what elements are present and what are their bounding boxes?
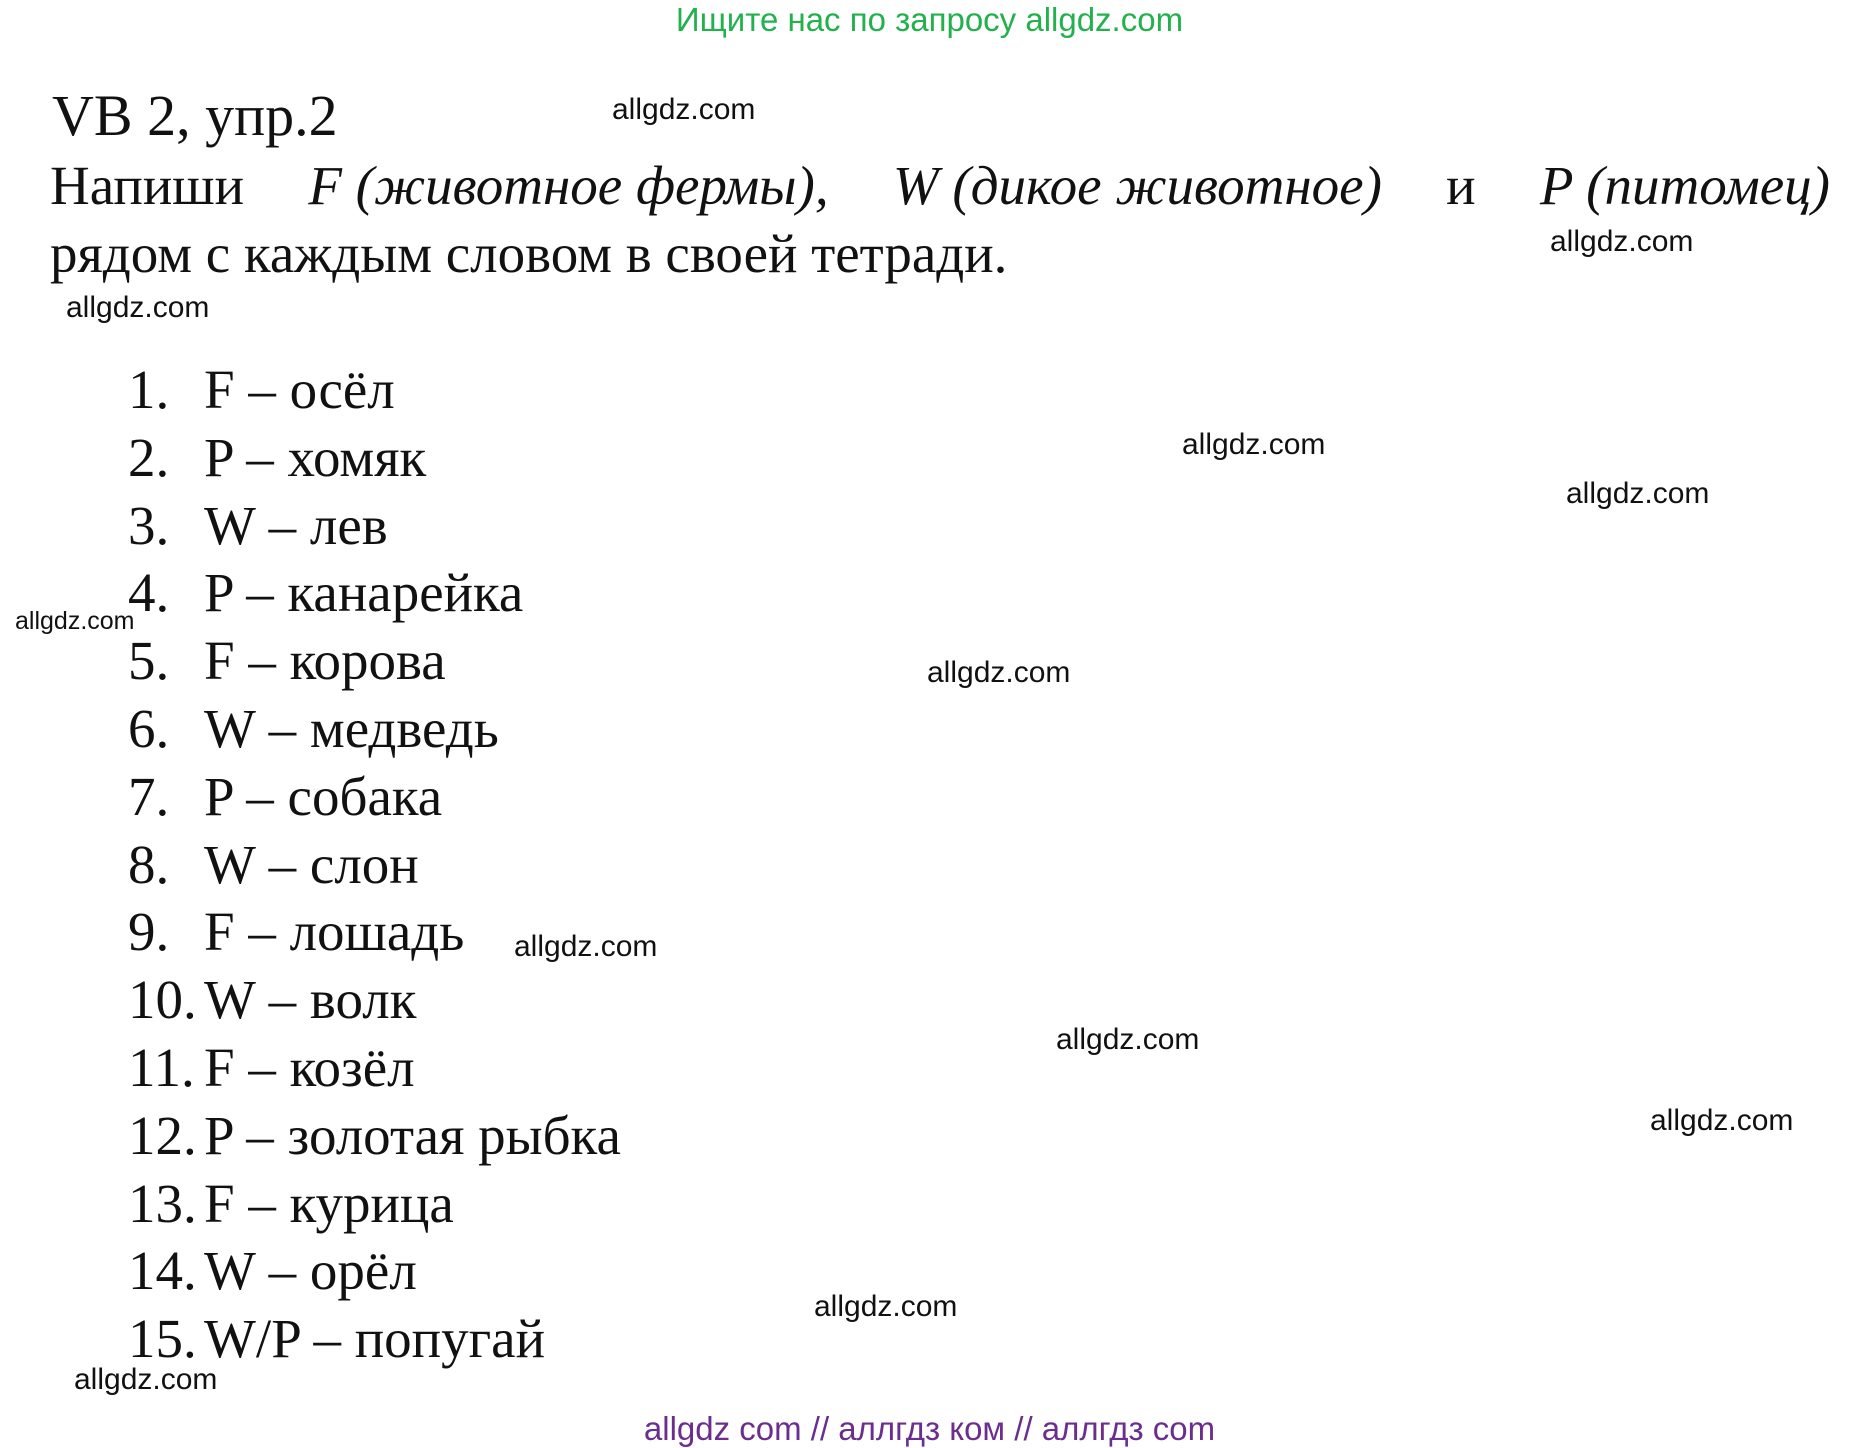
answer-number: 13.: [128, 1172, 197, 1234]
answer-item: [128, 695, 621, 763]
answer-number: 4.: [128, 562, 170, 624]
answer-item: [128, 966, 621, 1034]
answer-number: 1.: [128, 359, 170, 420]
answer-list: [128, 356, 621, 1373]
answer-number: 6.: [128, 697, 170, 759]
answer-item: [128, 763, 621, 831]
watermark: allgdz.com: [1182, 428, 1326, 461]
answer-number: 2.: [128, 426, 170, 488]
instruction-part-farm: F (животное фермы),: [308, 155, 829, 216]
instruction-part-wild: W (дикое животное): [892, 155, 1382, 216]
exercise-title: VB 2, упр.2: [52, 83, 338, 148]
answer-item: [128, 424, 621, 492]
answer-text: P – канарейка: [204, 562, 524, 624]
answer-text: W – лев: [204, 494, 388, 556]
answer-text: F – курица: [204, 1172, 454, 1234]
answer-item: [128, 627, 621, 695]
answer-number: 9.: [128, 901, 170, 963]
watermark: allgdz.com: [612, 93, 756, 126]
answer-item: [128, 1237, 621, 1305]
answer-text: F – осёл: [204, 359, 395, 420]
answer-item: [128, 1102, 621, 1170]
answer-number: 11.: [128, 1036, 195, 1098]
watermark: allgdz.com: [814, 1290, 958, 1323]
answer-text: W – медведь: [204, 697, 499, 759]
answer-text: W/P – попугай: [204, 1308, 546, 1370]
watermark: allgdz.com: [1550, 225, 1694, 258]
instruction-line-2: рядом с каждым словом в своей тетради.: [50, 223, 1008, 284]
answer-text: F – лошадь: [204, 901, 465, 963]
answer-number: 8.: [128, 833, 170, 895]
instruction: [50, 152, 1830, 288]
watermark: allgdz.com: [1566, 477, 1710, 510]
footer-banner: allgdz com // аллгдз ком // аллгдз com: [643, 1410, 1216, 1447]
watermark: allgdz.com: [1056, 1023, 1200, 1056]
answer-item: [128, 356, 621, 424]
answer-number: 12.: [128, 1104, 197, 1166]
answer-text: W – слон: [204, 833, 419, 895]
answer-number: 3.: [128, 494, 170, 556]
answer-number: 15.: [128, 1308, 197, 1370]
watermark: allgdz.com: [927, 656, 1071, 689]
answer-item: [128, 559, 621, 627]
answer-text: W – орёл: [204, 1240, 417, 1302]
answer-text: P – золотая рыбка: [204, 1104, 621, 1166]
instruction-part-write: Напиши: [50, 155, 245, 216]
answer-number: 14.: [128, 1240, 197, 1302]
answer-text: P – собака: [204, 765, 443, 827]
answer-text: F – корова: [204, 630, 446, 692]
watermark: allgdz.com: [514, 930, 658, 963]
answer-item: [128, 831, 621, 899]
answer-text: F – козёл: [204, 1036, 415, 1098]
answer-item: [128, 1034, 621, 1102]
answer-number: 7.: [128, 765, 170, 827]
answer-text: W – волк: [204, 969, 417, 1031]
top-banner: Ищите нас по запросу allgdz.com: [675, 1, 1184, 38]
instruction-part-pet: P (питомец): [1539, 155, 1830, 216]
watermark: allgdz.com: [66, 291, 210, 324]
watermark: allgdz.com: [15, 607, 135, 635]
answer-number: 5.: [128, 630, 170, 692]
instruction-part-and: и: [1446, 155, 1476, 216]
watermark: allgdz.com: [1650, 1104, 1794, 1137]
answer-item: [128, 492, 621, 560]
answer-number: 10.: [128, 969, 197, 1031]
instruction-line-1: [50, 152, 1830, 220]
answer-item: [128, 1170, 621, 1238]
watermark: allgdz.com: [74, 1363, 218, 1396]
answer-text: P – хомяк: [204, 426, 427, 488]
